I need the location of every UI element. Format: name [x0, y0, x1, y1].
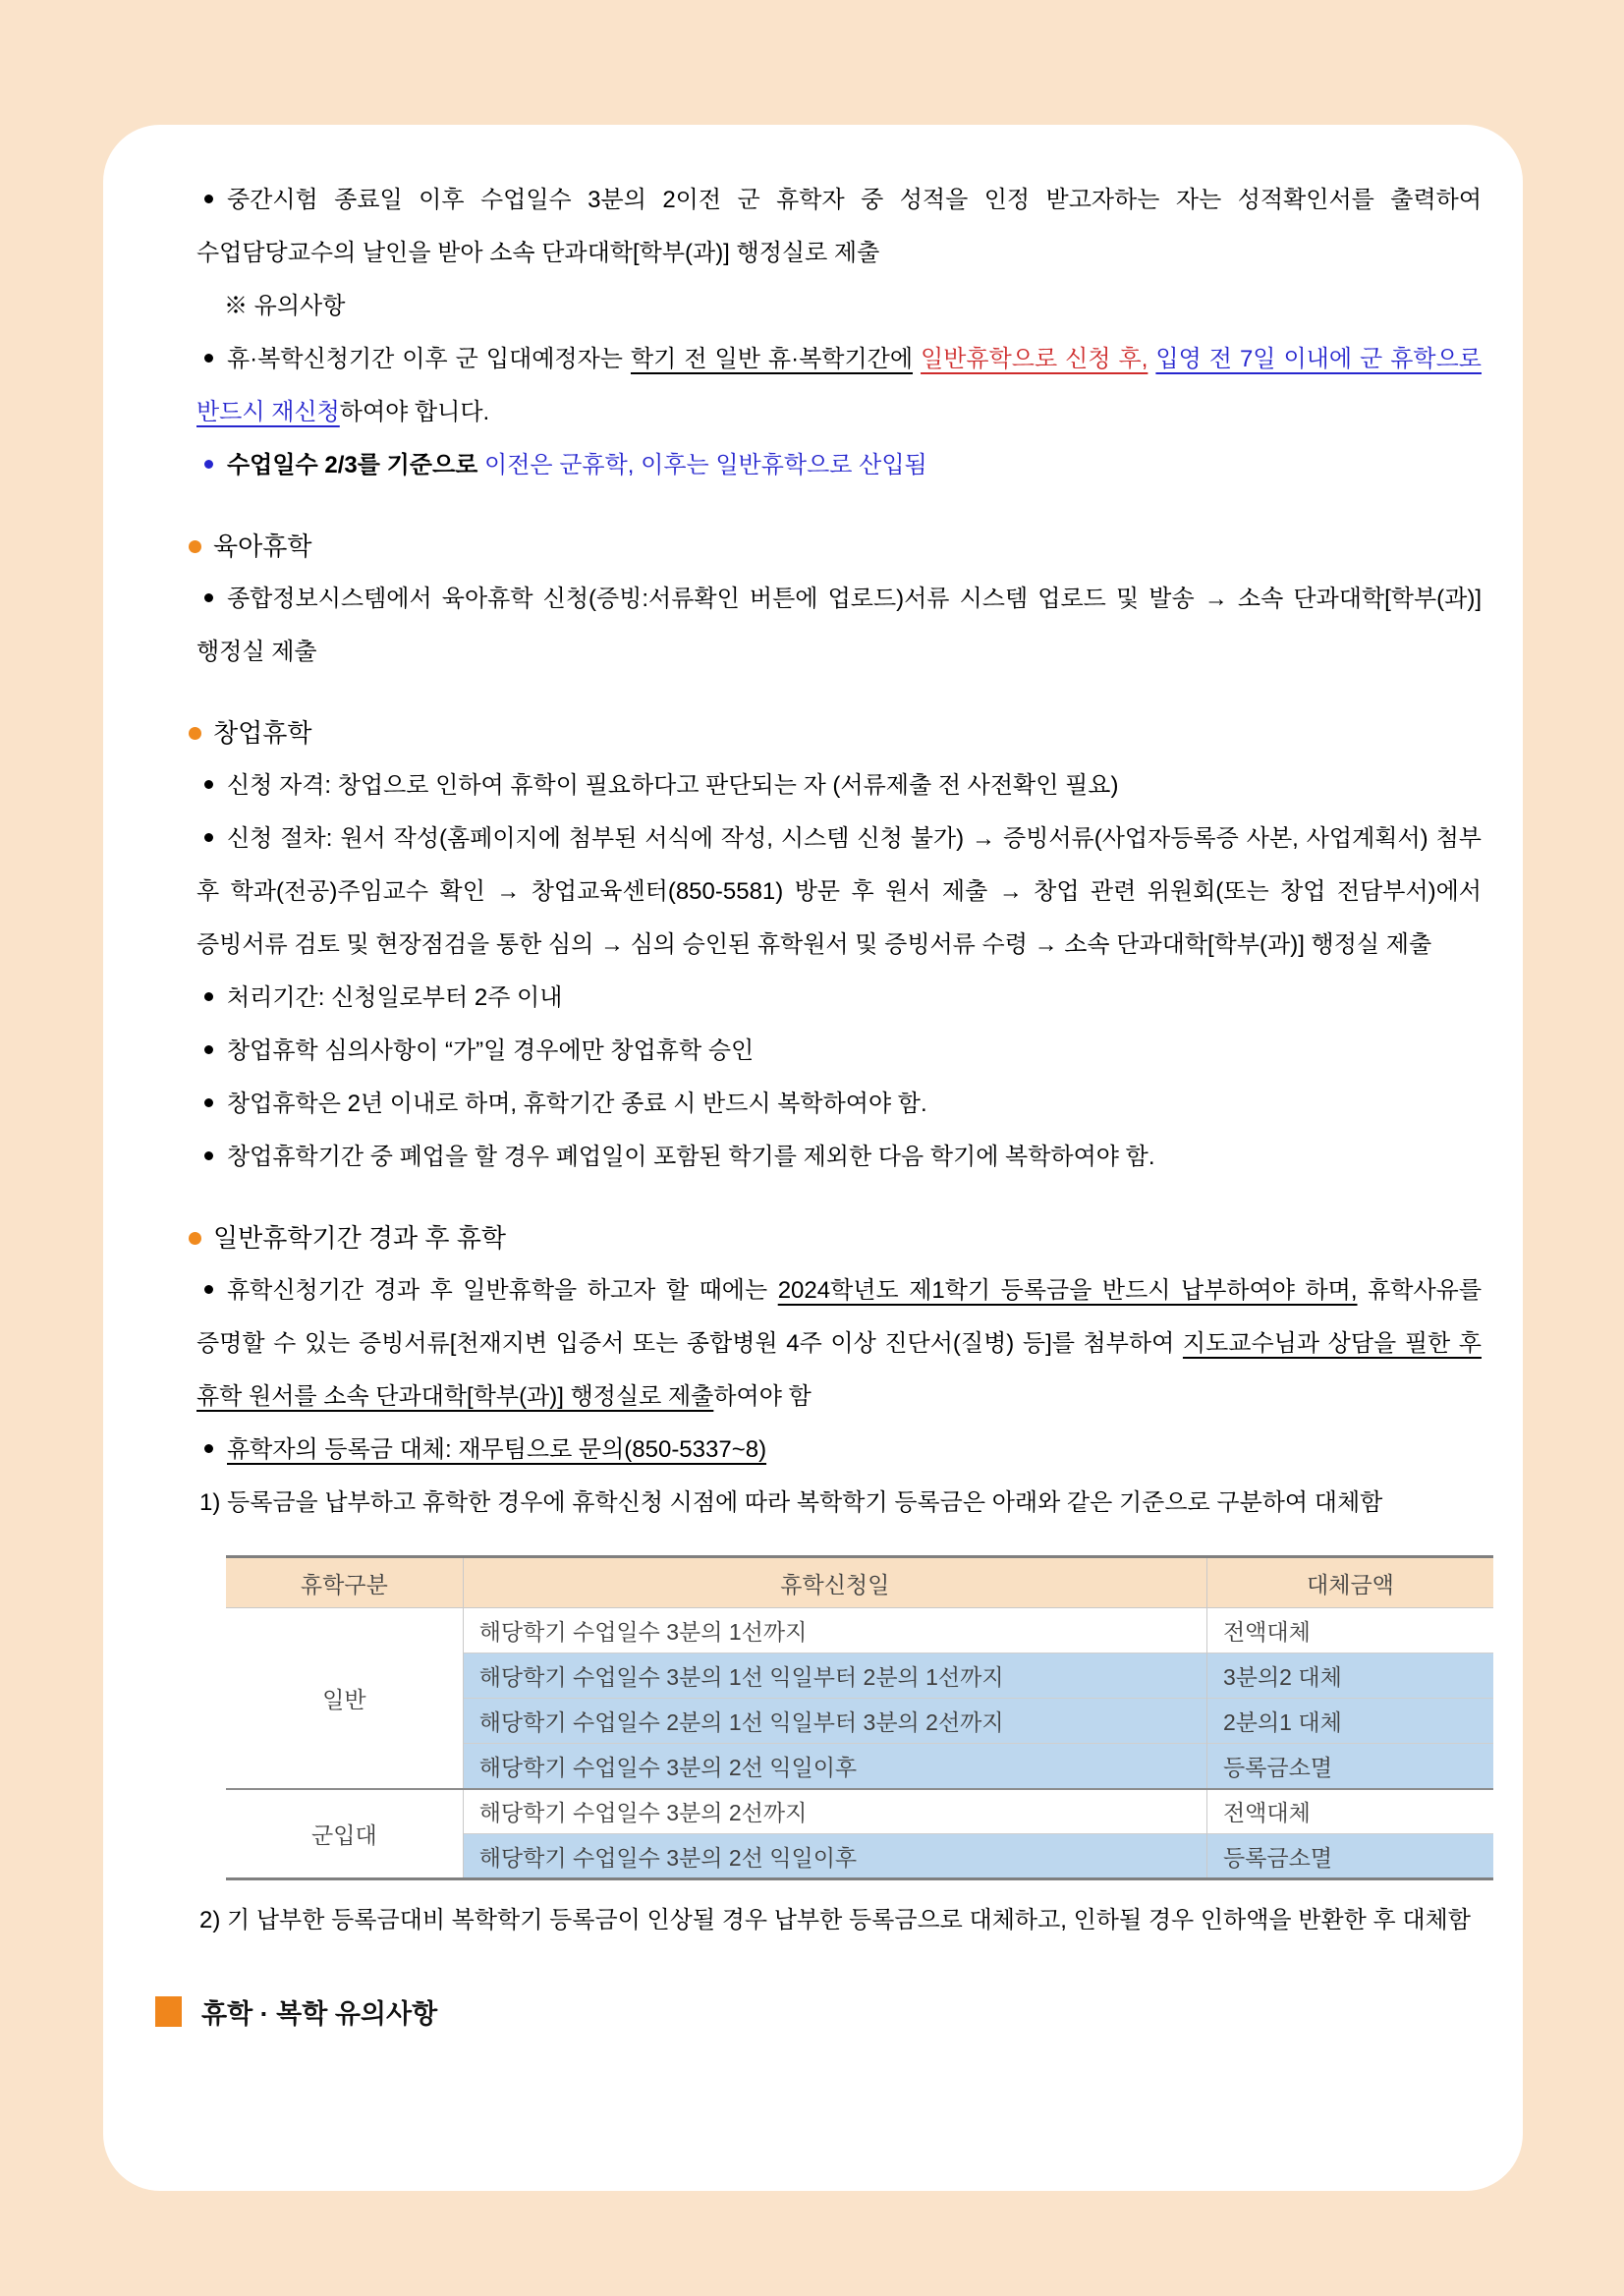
- text-segment: 수업일수 2/3를 기준으로: [227, 452, 485, 478]
- bullet-icon: [204, 1045, 213, 1054]
- table-row: [226, 1608, 1493, 1653]
- bullet-text: [227, 1037, 754, 1064]
- text-segment: 창업휴학은 2년 이내로 하며, 휴학기간 종료 시 반드시 복학하여야 함.: [227, 1091, 927, 1117]
- bullet-icon: [204, 593, 213, 602]
- bullet-item: [196, 1264, 1482, 1424]
- bullet-item: [196, 439, 1482, 492]
- bullet-icon: [204, 1285, 213, 1294]
- footer-heading: [155, 1992, 1482, 2031]
- section-heading: [189, 1211, 1482, 1264]
- table-cell-application-date: 해당학기 수업일수 3분의 1선까지: [463, 1608, 1206, 1653]
- section-title-text: 창업휴학: [213, 718, 312, 748]
- section-heading: [189, 706, 1482, 759]
- table-header-row: [226, 1557, 1493, 1608]
- table-cell-application-date: 해당학기 수업일수 3분의 1선 익일부터 2분의 1선까지: [463, 1653, 1206, 1699]
- bullet-text: [227, 1144, 1155, 1170]
- text-segment: 창업휴학 심의사항이 “가”일 경우에만 창업휴학 승인: [227, 1037, 755, 1064]
- table-group-label: 군입대: [226, 1789, 463, 1879]
- table-cell-application-date: 해당학기 수업일수 2분의 1선 익일부터 3분의 2선까지: [463, 1699, 1206, 1744]
- bullet-icon: [204, 1151, 213, 1160]
- text-segment: 이전은 군휴학, 이후는 일반휴학으로 산입됨: [484, 452, 927, 478]
- section-bullet-icon: [189, 727, 201, 740]
- bullet-icon: [204, 354, 213, 363]
- table-cell-application-date: 해당학기 수업일수 3분의 2선 익일이후: [463, 1834, 1206, 1879]
- bullet-item: [196, 1078, 1482, 1131]
- text-segment: 창업휴학기간 중 폐업을 할 경우 폐업일이 포함된 학기를 제외한 다음 학기에 복학하여야 함.: [227, 1144, 1155, 1170]
- text-segment: 휴학자의 등록금 대체: 재무팀으로 문의(850-5337~8): [227, 1436, 767, 1463]
- text-segment: 2024학년도 제1학기 등록금을 반드시 납부하여야 하며,: [777, 1277, 1358, 1304]
- content-panel: [103, 125, 1523, 2191]
- numbered-item-2: 2) 기 납부한 등록금대비 복학학기 등록금이 인상될 경우 납부한 등록금으로 대체하고, 인하될 경우 인하액을 반환한 후 대체함: [199, 1907, 1471, 1933]
- text-segment: 신청 자격: 창업으로 인하여 휴학이 필요하다고 판단되는 자 (서류제출 전 사전확인 필요): [227, 772, 1119, 799]
- bullet-text: [227, 772, 1118, 799]
- text-segment: 하여야 합니다.: [339, 399, 490, 425]
- section-startup-leave: [196, 706, 1482, 1184]
- bullet-item: [196, 759, 1482, 812]
- table-group-label: 일반: [226, 1608, 463, 1789]
- table-cell-replacement-amount: 전액대체: [1206, 1608, 1493, 1653]
- table-cell-replacement-amount: 2분의1 대체: [1206, 1699, 1493, 1744]
- bullet-text: [227, 1436, 766, 1463]
- bullet-text: [196, 586, 1482, 665]
- text-segment: 처리기간: 신청일로부터 2주 이내: [227, 984, 563, 1011]
- text-segment: 입영 전 7일 이내에 군 휴학으로 반드시 재신청: [196, 346, 1482, 425]
- bullet-icon: [204, 992, 213, 1001]
- bullet-icon: [204, 833, 213, 842]
- table-row: [226, 1789, 1493, 1834]
- text-segment: 신청 절차: 원서 작성(홈페이지에 첨부된 서식에 작성, 시스템 신청 불가) → 증빙서류(사업자등록증 사본, 사업계획서) 첨부 후 학과(전공)주임교수 확인 → 창업교육센터(850-5581) 방문 후 원서 제출 → 창업 관련 위원회(또는 창업 전담부서)에서 증빙서류 검토 및 현장점검을 통한 심의 → 심의 승인된 휴학원서 및 증빙서류 수령 → 소속 단과대학[학부(과)] 행정실 제출: [196, 825, 1482, 958]
- text-segment: 학기 전 일반 휴·복학기간에: [630, 346, 914, 372]
- bullet-icon: [204, 195, 213, 203]
- section-title-text: 육아휴학: [213, 532, 312, 561]
- bullet-icon: [204, 780, 213, 789]
- bullet-text: [227, 1091, 927, 1117]
- text-segment: [913, 346, 921, 372]
- bullet-text: [227, 984, 562, 1011]
- bullet-text: [196, 187, 1482, 266]
- section-childcare-leave: [196, 520, 1482, 679]
- text-segment: 휴학사유를 증명할 수 있는 증빙서류[천재지변 입증서 또는 종합병원 4주 이상 진단서(질병) 등]를 첨부하여: [196, 1277, 1482, 1357]
- table-header: [226, 1557, 1493, 1608]
- section-heading: [189, 520, 1482, 573]
- table-cell-application-date: 해당학기 수업일수 3분의 2선까지: [463, 1789, 1206, 1834]
- bullet-icon: [204, 1098, 213, 1107]
- bullet-item: [196, 972, 1482, 1025]
- section-bullet-icon: [189, 1232, 201, 1245]
- text-segment: 휴·복학신청기간 이후 군 입대예정자는: [227, 346, 631, 372]
- text-segment: 휴학신청기간 경과 후 일반휴학을 하고자 할 때에는: [227, 1277, 778, 1304]
- bullet-icon: [204, 1444, 213, 1453]
- bullet-text: [227, 452, 927, 478]
- bullet-text: [196, 1277, 1482, 1410]
- text-segment: 일반휴학으로 신청 후,: [921, 346, 1148, 372]
- bullet-item: [196, 812, 1482, 972]
- text-segment: 중간시험 종료일 이후 수업일수 3분의 2이전 군 휴학자 중 성적을 인정 받고자하는 자는 성적확인서를 출력하여 수업담당교수의 날인을 받아 소속 단과대학[학부(과)] 행정실로 제출: [196, 187, 1482, 266]
- table-header-cell: 휴학구분: [226, 1557, 463, 1608]
- table-cell-replacement-amount: 전액대체: [1206, 1789, 1493, 1834]
- section-title-text: 일반휴학기간 경과 후 휴학: [213, 1223, 506, 1253]
- section-intro: [196, 174, 1482, 492]
- table-header-cell: 대체금액: [1206, 1557, 1493, 1608]
- numbered-item-1: 1) 등록금을 납부하고 휴학한 경우에 휴학신청 시점에 따라 복학학기 등록금은 아래와 같은 기준으로 구분하여 대체함: [199, 1489, 1383, 1516]
- bullet-item: [196, 573, 1482, 679]
- bullet-item: [196, 1025, 1482, 1078]
- table-cell-replacement-amount: 3분의2 대체: [1206, 1653, 1493, 1699]
- section-overdue-leave: [196, 1211, 1482, 1947]
- text-segment: 하여야 함: [713, 1383, 812, 1410]
- tuition-replacement-table: [226, 1555, 1493, 1880]
- table-cell-application-date: 해당학기 수업일수 3분의 2선 익일이후: [463, 1744, 1206, 1789]
- bullet-text: [196, 346, 1482, 425]
- footer-heading-text: 휴학 · 복학 유의사항: [201, 1999, 438, 2029]
- text-segment: 지도교수님과 상담을 필한 후 휴학 원서를 소속 단과대학[학부(과)] 행정실로 제출: [196, 1330, 1482, 1410]
- bullet-icon: [204, 460, 213, 469]
- bullet-item: [196, 333, 1482, 439]
- orange-square-icon: [155, 1996, 182, 2027]
- text-segment: 종합정보시스템에서 육아휴학 신청(증빙:서류확인 버튼에 업로드)서류 시스템 업로드 및 발송 → 소속 단과대학[학부(과)] 행정실 제출: [196, 586, 1482, 665]
- table-header-cell: 휴학신청일: [463, 1557, 1206, 1608]
- table-cell-replacement-amount: 등록금소멸: [1206, 1834, 1493, 1879]
- table-body: [226, 1608, 1493, 1879]
- table-cell-replacement-amount: 등록금소멸: [1206, 1744, 1493, 1789]
- section-bullet-icon: [189, 540, 201, 553]
- bullet-item: [196, 1131, 1482, 1184]
- bullet-text: [196, 825, 1482, 958]
- note-line: ※ 유의사항: [224, 293, 346, 319]
- bullet-item: [196, 1424, 1482, 1477]
- bullet-item: [196, 174, 1482, 280]
